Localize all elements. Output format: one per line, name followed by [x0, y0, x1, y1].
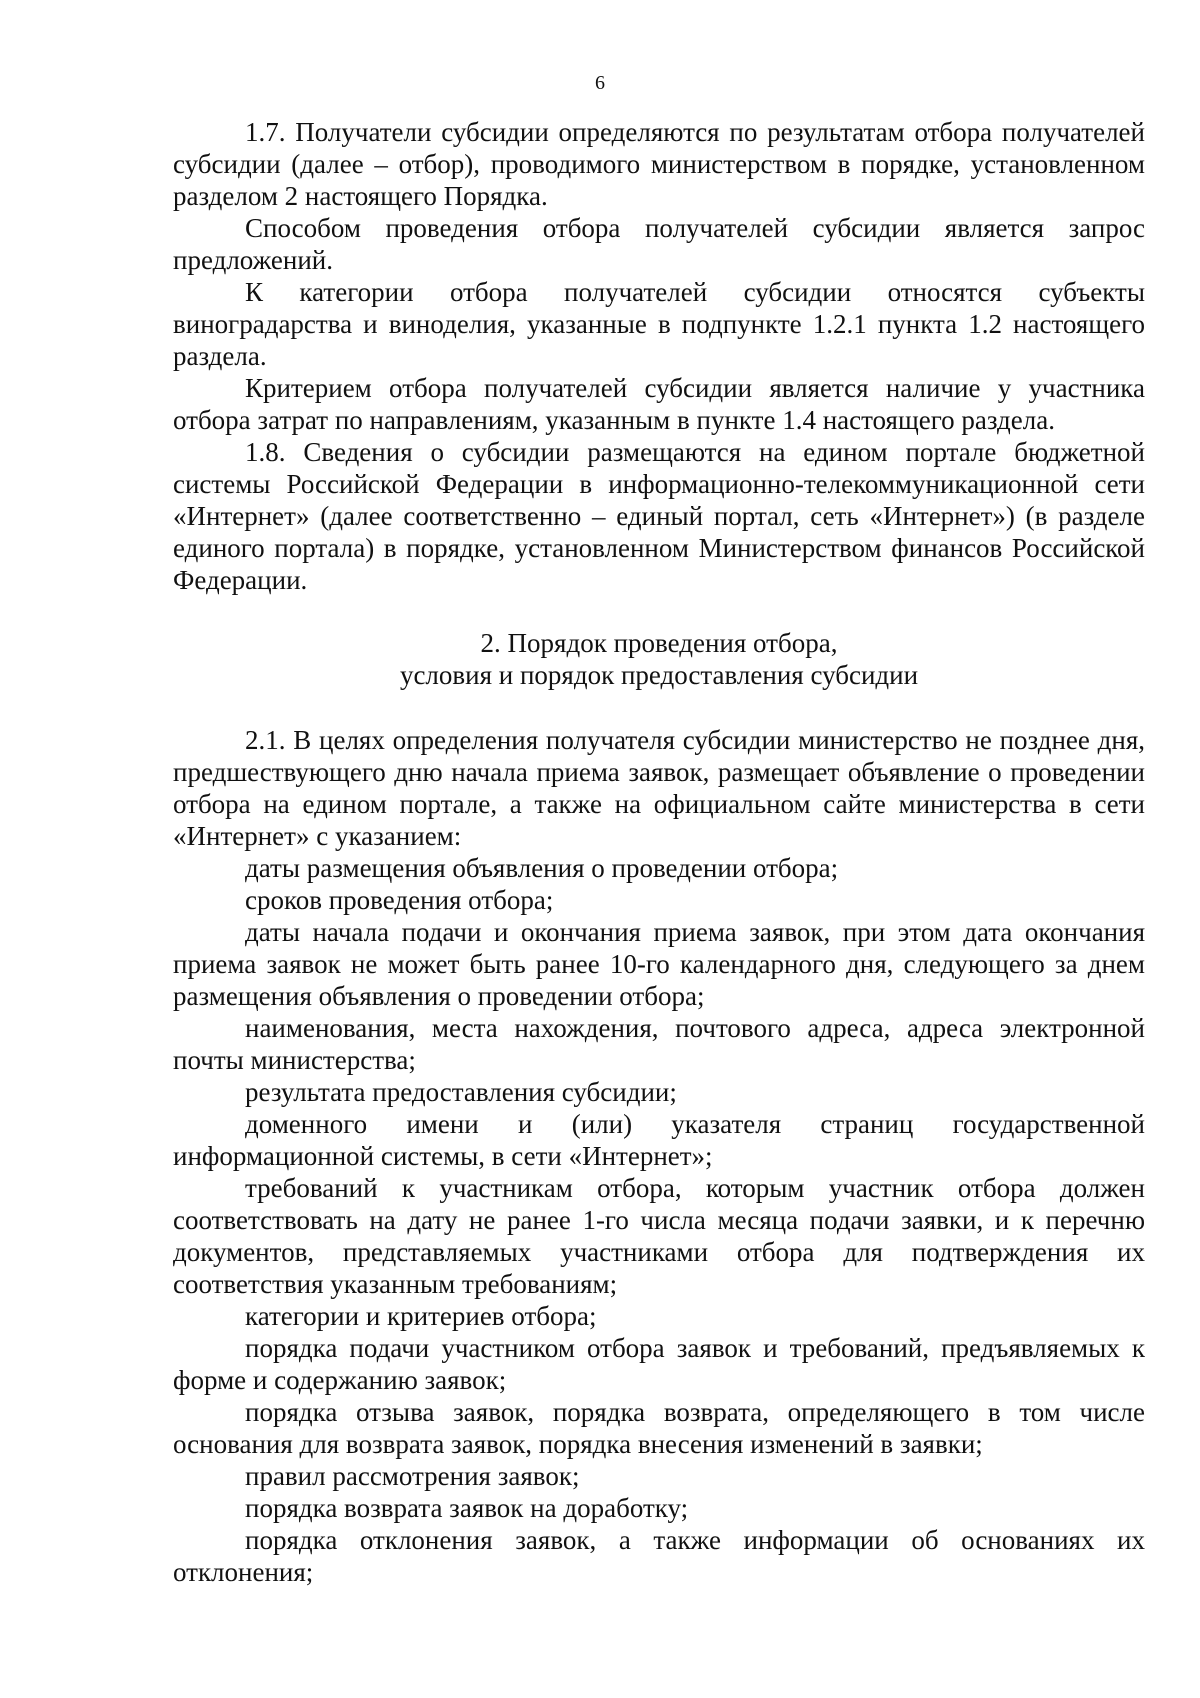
section-heading-line-1: 2. Порядок проведения отбора, [480, 628, 838, 658]
list-item-domain-name: доменного имени и (или) указателя страниц государственной информационной системы, в сети «Интернет»; [173, 1109, 1145, 1171]
list-item-selection-terms: сроков проведения отбора; [245, 885, 554, 915]
paragraph-1-8: 1.8. Сведения о субсидии размещаются на едином портале бюджетной системы Российской Федерации в информационно-телекоммуникационной сети «Интернет» (далее соответственно – единый портал, сеть «Интернет») (в разделе единого портала) в порядке, установленном Министерством финансов Российской Федерации. [173, 437, 1145, 595]
paragraph-1-7: 1.7. Получатели субсидии определяются по результатам отбора получателей субсидии (далее – отбор), проводимого министерством в порядке, установленном разделом 2 настоящего Порядка. [173, 117, 1145, 211]
section-heading [173, 627, 1145, 691]
list-item-withdrawal-procedure: порядка отзыва заявок, порядка возврата, определяющего в том числе основания для возврата заявок, порядка внесения изменений в заявки; [173, 1397, 1145, 1459]
list-item-participant-requirements: требований к участникам отбора, которым участник отбора должен соответствовать на дату не ранее 1-го числа месяца подачи заявки, и к перечню документов, представляемых участниками отбора для подтверждения их соответствия указанным требованиям; [173, 1173, 1145, 1299]
list-item-return-for-revision: порядка возврата заявок на доработку; [245, 1493, 689, 1523]
paragraph-2-1: 2.1. В целях определения получателя субсидии министерство не позднее дня, предшествующего дню начала приема заявок, размещает объявление о проведении отбора на едином портале, а также на официальном сайте министерства в сети «Интернет» с указанием: [173, 725, 1145, 851]
document-body [173, 116, 1145, 1588]
list-item-ministry-contacts: наименования, места нахождения, почтового адреса, адреса электронной почты министерства; [173, 1013, 1145, 1075]
list-item-subsidy-result: результата предоставления субсидии; [245, 1077, 677, 1107]
paragraph-selection-category: К категории отбора получателей субсидии относятся субъекты виноградарства и виноделия, указанные в подпункте 1.2.1 пункта 1.2 настоящего раздела. [173, 277, 1145, 371]
page-number: 6 [595, 72, 605, 94]
list-item-application-procedure: порядка подачи участником отбора заявок и требований, предъявляемых к форме и содержанию заявок; [173, 1333, 1145, 1395]
section-heading-line-2: условия и порядок предоставления субсидии [399, 660, 919, 690]
paragraph-selection-criterion: Критерием отбора получателей субсидии является наличие у участника отбора затрат по направлениям, указанным в пункте 1.4 настоящего раздела. [173, 373, 1145, 435]
list-item-announcement-date: даты размещения объявления о проведении отбора; [245, 853, 839, 883]
list-item-application-dates: даты начала подачи и окончания приема заявок, при этом дата окончания приема заявок не может быть ранее 10-го календарного дня, следующего за днем размещения объявления о проведении отбора; [173, 917, 1145, 1011]
list-item-review-rules: правил рассмотрения заявок; [245, 1461, 580, 1491]
list-item-categories-criteria: категории и критериев отбора; [245, 1301, 597, 1331]
paragraph-selection-method: Способом проведения отбора получателей субсидии является запрос предложений. [173, 213, 1145, 275]
list-item-rejection-procedure: порядка отклонения заявок, а также информации об основаниях их отклонения; [173, 1525, 1145, 1587]
